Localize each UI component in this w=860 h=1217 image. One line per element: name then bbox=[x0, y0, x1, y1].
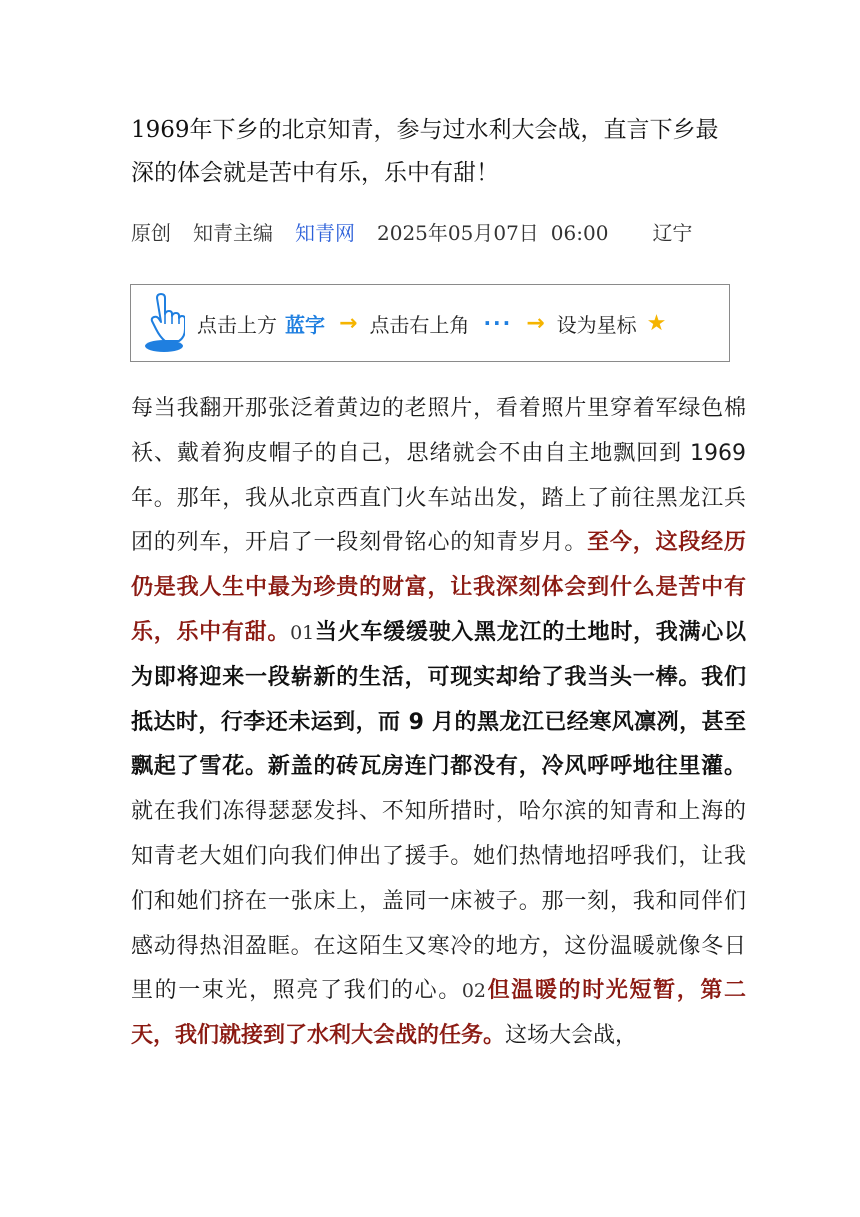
paragraph-text: 每当我翻开那张泛着黄边的老照片，看着照片里穿着军绿色棉袄、戴着狗皮帽子的自己，思绪就会不由自主地飘回到 1969 年。那年，我从北京西直门火车站出发，踏上了前往黑龙江兵团的列车，开启了一段刻骨铭心的知青岁月。 bbox=[131, 396, 746, 556]
banner-step2: 点击右上角 bbox=[369, 312, 470, 337]
bold-text: 当火车缓缓驶入黑龙江的土地时，我满心以为即将迎来一段崭新的生活，可现实却给了我当头一棒。我们抵达时，行李还未运到，而 9 月的黑龙江已经寒风凛冽，甚至飘起了雪花。新盖的砖瓦房连门都没有，冷风呼呼地往里灌。 bbox=[131, 619, 746, 780]
follow-banner[interactable] bbox=[130, 284, 730, 362]
article-title: 1969年下乡的北京知青，参与过水利大会战，直言下乡最深的体会就是苦中有乐，乐中有甜！ bbox=[131, 117, 719, 186]
arrow-right-icon: → bbox=[339, 310, 358, 336]
paragraph-text: 就在我们冻得瑟瑟发抖、不知所措时，哈尔滨的知青和上海的知青老大姐们向我们伸出了援手。她们热情地招呼我们，让我们和她们挤在一张床上，盖同一床被子。那一刻，我和同伴们感动得热泪盈眶。在这陌生又寒冷的地方，这份温暖就像冬日里的一束光，照亮了我们的心。 bbox=[131, 799, 746, 1004]
more-dots-icon: ··· bbox=[483, 311, 513, 335]
original-tag: 原创 bbox=[131, 221, 171, 245]
section-number: 02 bbox=[461, 980, 487, 1003]
section-number: 01 bbox=[290, 621, 315, 644]
publish-region: 辽宁 bbox=[652, 221, 693, 245]
article-meta bbox=[131, 215, 751, 251]
banner-step1: 点击上方 bbox=[197, 312, 277, 337]
emphasis-text: 至今，这段经历仍是我人生中最为珍贵的财富，让我深刻体会到什么是苦中有乐，乐中有甜。 bbox=[131, 530, 746, 645]
paragraph-text: 这场大会战， bbox=[505, 1023, 638, 1049]
publish-time: 06:00 bbox=[550, 221, 609, 245]
pointing-hand-icon bbox=[143, 292, 185, 354]
publish-date: 2025年05月07日 bbox=[377, 221, 539, 245]
article-body bbox=[131, 387, 746, 1059]
emphasis-text: 但温暖的时光短暂，第二天，我们就接到了水利大会战的任务。 bbox=[131, 978, 746, 1049]
banner-blue-word: 蓝字 bbox=[285, 312, 325, 337]
arrow-right-icon: → bbox=[526, 310, 545, 336]
account-link[interactable]: 知青网 bbox=[295, 221, 355, 245]
author-name: 知青主编 bbox=[193, 221, 273, 245]
banner-step3: 设为星标 bbox=[556, 312, 637, 337]
star-icon: ★ bbox=[646, 310, 667, 336]
